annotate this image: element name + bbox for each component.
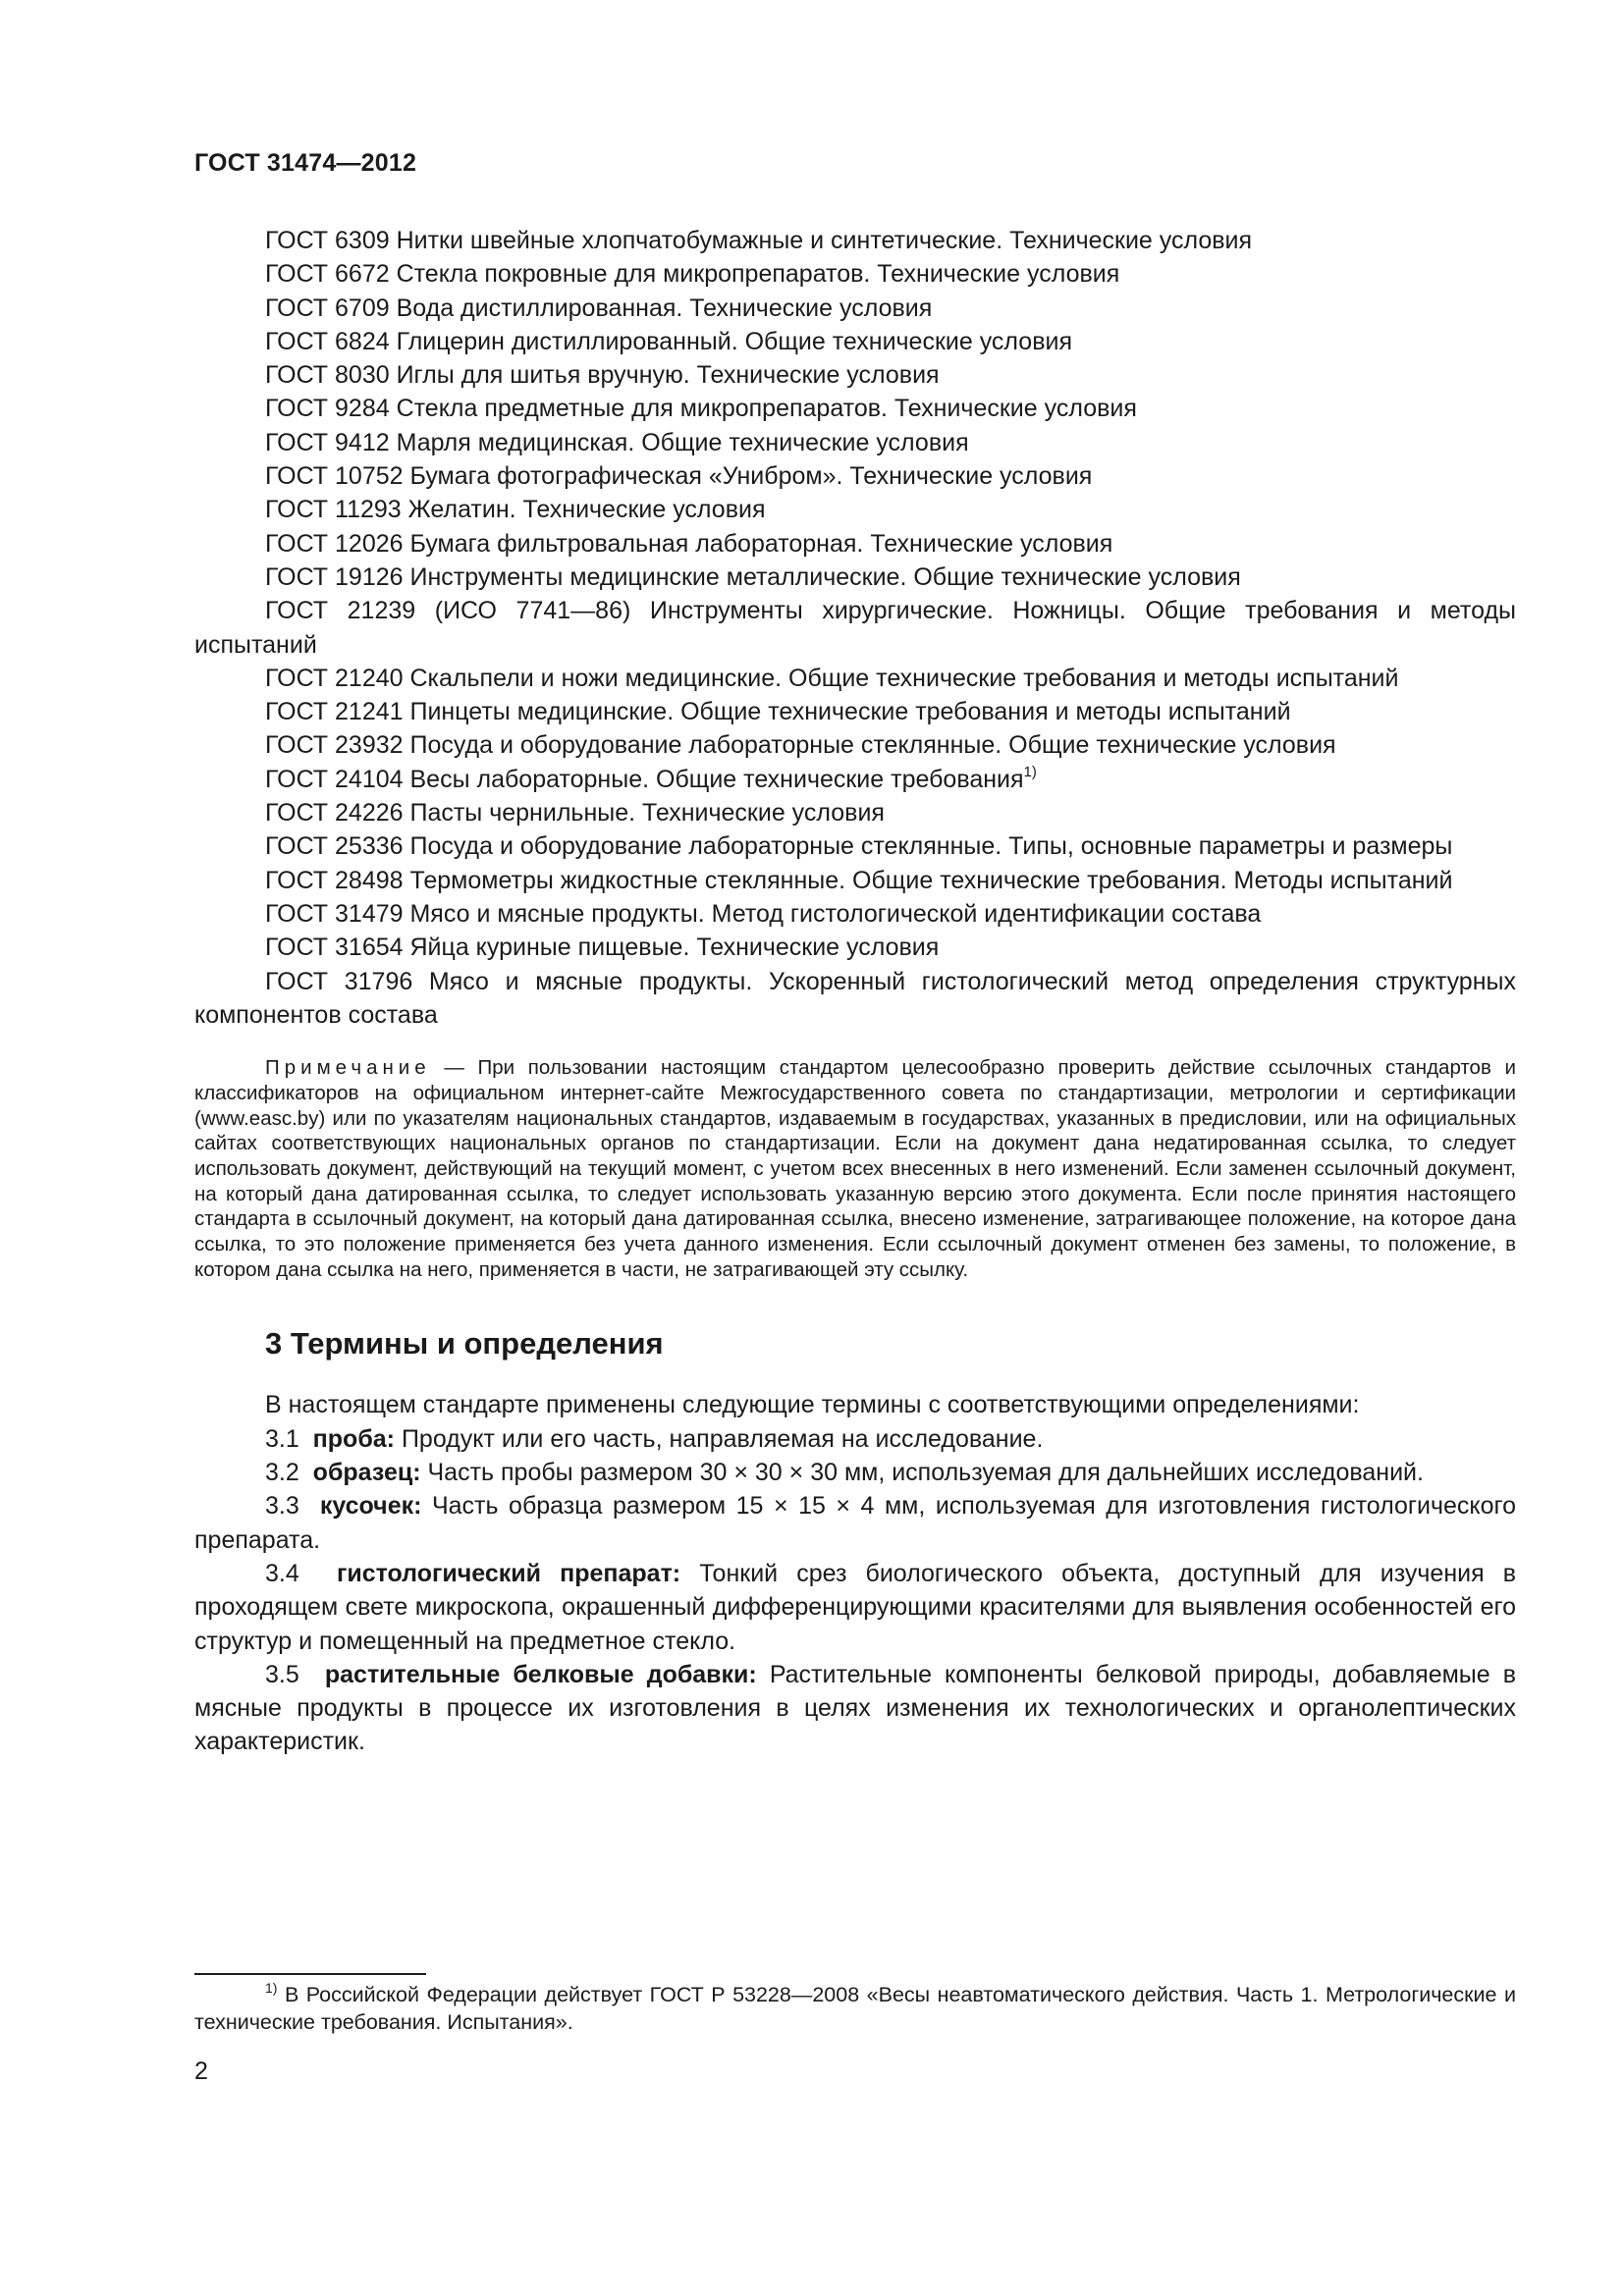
- reference-item: ГОСТ 6672 Стекла покровные для микропрепаратов. Технические условия: [265, 260, 1120, 289]
- term-number: 3.3: [265, 1492, 299, 1521]
- footnote-divider: [194, 1973, 426, 1975]
- reference-item: ГОСТ 8030 Иглы для шитья вручную. Технические условия: [265, 361, 940, 390]
- reference-item: ГОСТ 10752 Бумага фотографическая «Унибром». Технические условия: [265, 462, 1093, 491]
- reference-item: ГОСТ 23932 Посуда и оборудование лабораторные стеклянные. Общие технические условия: [265, 731, 1336, 760]
- term-definition: [194, 1489, 1516, 1557]
- reference-item: ГОСТ 31479 Мясо и мясные продукты. Метод гистологической идентификации состава: [265, 899, 1262, 928]
- footnote-mark: 1): [265, 1980, 278, 1996]
- reference-item: ГОСТ 6309 Нитки швейные хлопчатобумажные и синтетические. Технические условия: [265, 227, 1253, 254]
- footnote-reference-mark[interactable]: 1): [1023, 763, 1037, 780]
- note-text: При пользовании настоящим стандартом целесообразно проверить действие ссылочных стандартов и классификаторов на официальном интернет-сайте Межгосударственного совета по стандартизации, метрологии и сертификации (www.easc.by) или по указателям национальных стандартов, издаваемым в государствах, указанных в предисловии, или на официальных сайтах соответствующих национальных органов по стандартизации. Если на документ дана недатированная ссылка, то следует использовать документ, действующий на текущий момент, с учетом всех внесенных в него изменений. Если заменен ссылочный документ, на который дана датированная ссылка, то следует использовать указанную версию этого документа. Если после принятия настоящего стандарта в ссылочный документ, на который дана датированная ссылка, внесено изменение, затрагивающее положение, на которое дана ссылка, то это положение применяется без учета данного изменения. Если ссылочный документ отменен без замены, то положение, в котором дана ссылка на него, применяется в части, не затрагивающей эту ссылку.: [194, 1056, 1516, 1281]
- reference-item: ГОСТ 9412 Марля медицинская. Общие технические условия: [265, 428, 969, 456]
- reference-item: [194, 763, 1516, 796]
- term-definition: [194, 1422, 1516, 1456]
- term-number: 3.1: [265, 1424, 299, 1453]
- term-text: Тонкий срез биологического объекта, доступный для изучения в проходящем свете микроскопа, окрашенный дифференцирующими красителями для выявления особенностей его структур и помещенный на предметное стекло.: [194, 1559, 1516, 1655]
- note-paragraph: [194, 1055, 1516, 1282]
- normative-references-list: [194, 224, 1516, 1032]
- term-number: 3.4: [265, 1559, 299, 1587]
- reference-item: ГОСТ 31796 Мясо и мясные продукты. Ускоренный гистологический метод определения структурных компонентов состава: [194, 967, 1516, 1029]
- term-text: Часть пробы размером 30 × 30 × 30 мм, используемая для дальнейших исследований.: [427, 1459, 1424, 1487]
- reference-item: ГОСТ 9284 Стекла предметные для микропрепаратов. Технические условия: [265, 395, 1137, 423]
- reference-item: ГОСТ 11293 Желатин. Технические условия: [265, 496, 766, 524]
- term-number: 3.2: [265, 1459, 299, 1487]
- document-header: ГОСТ 31474—2012: [194, 149, 417, 177]
- reference-item: ГОСТ 6709 Вода дистиллированная. Технические условия: [265, 294, 933, 322]
- term-name: проба:: [312, 1424, 395, 1453]
- reference-item: ГОСТ 21241 Пинцеты медицинские. Общие технические требования и методы испытаний: [265, 698, 1291, 726]
- reference-item: ГОСТ 31654 Яйца куриные пищевые. Технические условия: [265, 934, 940, 962]
- reference-item: ГОСТ 12026 Бумага фильтровальная лабораторная. Технические условия: [265, 529, 1113, 558]
- term-text: Растительные компоненты белковой природы, добавляемые в мясные продукты в процессе их изготовления в целях изменения их технологических и органолептических характеристик.: [194, 1660, 1516, 1756]
- reference-item: ГОСТ 28498 Термометры жидкостные стеклянные. Общие технические требования. Методы испытаний: [265, 866, 1453, 894]
- term-definition: [194, 1456, 1516, 1489]
- page-content: [194, 224, 1516, 1759]
- reference-text: ГОСТ 24104 Весы лабораторные. Общие технические требования: [265, 765, 1024, 793]
- reference-item: ГОСТ 25336 Посуда и оборудование лабораторные стеклянные. Типы, основные параметры и размеры: [265, 832, 1453, 861]
- section-intro: В настоящем стандарте применены следующие термины с соответствующими определениями:: [265, 1391, 1360, 1419]
- term-definition: [194, 1658, 1516, 1759]
- page-number: 2: [194, 2057, 208, 2085]
- term-number: 3.5: [265, 1660, 299, 1688]
- reference-item: ГОСТ 6824 Глицерин дистиллированный. Общие технические условия: [265, 327, 1072, 355]
- reference-item: ГОСТ 21240 Скальпели и ножи медицинские. Общие технические требования и методы испытаний: [265, 664, 1399, 692]
- term-name: кусочек:: [319, 1492, 422, 1521]
- term-text: Часть образца размером 15 × 15 × 4 мм, используемая для изготовления гистологического препарата.: [194, 1492, 1516, 1554]
- term-name: образец:: [312, 1459, 421, 1487]
- note-label: Примечание: [265, 1056, 431, 1080]
- reference-item: ГОСТ 21239 (ИСО 7741—86) Инструменты хирургические. Ножницы. Общие требования и методы испытаний: [194, 597, 1516, 659]
- term-name: гистологический препарат:: [336, 1559, 681, 1587]
- reference-item: ГОСТ 19126 Инструменты медицинские металлические. Общие технические условия: [265, 562, 1241, 591]
- note-dash: —: [430, 1056, 478, 1080]
- footnote: [194, 1981, 1516, 2036]
- term-name: растительные белковые добавки:: [324, 1660, 757, 1688]
- term-definition: [194, 1557, 1516, 1658]
- term-text: Продукт или его часть, направляемая на исследование.: [401, 1424, 1044, 1453]
- footnote-text: В Российской Федерации действует ГОСТ Р 53228—2008 «Весы неавтоматического действия. Часть 1. Метрологические и технические требования. Испытания».: [194, 1983, 1516, 2034]
- section-title: 3 Термины и определения: [265, 1326, 664, 1362]
- reference-item: ГОСТ 24226 Пасты чернильные. Технические условия: [265, 799, 885, 828]
